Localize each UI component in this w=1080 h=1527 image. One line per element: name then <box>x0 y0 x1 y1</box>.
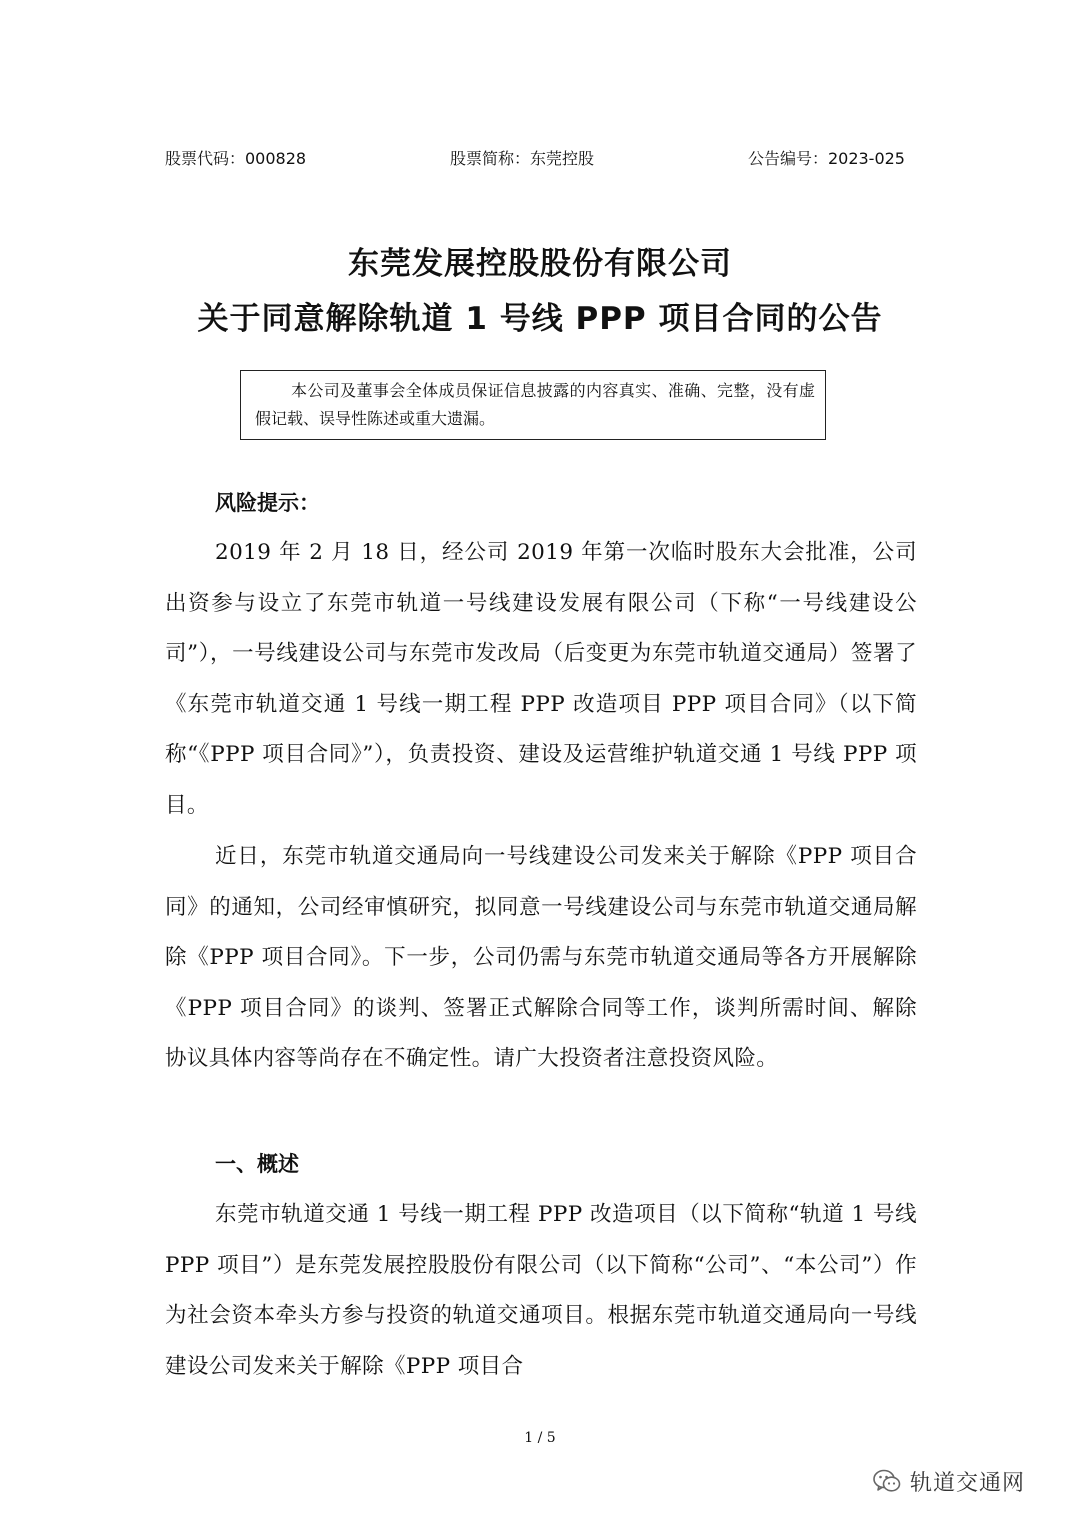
stock-name: 股票简称：东莞控股 <box>450 149 595 168</box>
overview-heading: 一、概述 <box>215 1152 299 1176</box>
risk-paragraph-2: 近日，东莞市轨道交通局向一号线建设公司发来关于解除《PPP 项目合同》的通知，公司经审慎研究，拟同意一号线建设公司与东莞市轨道交通局解除《PPP 项目合同》。下一步，公司仍需与东莞市轨道交通局等各方开展解除《PPP 项目合同》的谈判、签署正式解除合同等工作，谈判所需时间、解除协议具体内容等尚存在不确定性。请广大投资者注意投资风险。 <box>165 844 917 1072</box>
stock-code: 股票代码：000828 <box>165 149 307 168</box>
risk-paragraph-1: 2019 年 2 月 18 日，经公司 2019 年第一次临时股东大会批准，公司出资参与设立了东莞市轨道一号线建设发展有限公司（下称“一号线建设公司”），一号线建设公司与东莞市发改局（后变更为东莞市轨道交通局）签署了《东莞市轨道交通 1 号线一期工程 PPP 改造项目 PPP 项目合同》（以下简称“《PPP 项目合同》”），负责投资、建设及运营维护轨道交通 1 号线 PPP 项目。 <box>165 540 917 818</box>
announcement-title: 关于同意解除轨道 1 号线 PPP 项目合同的公告 <box>197 301 883 337</box>
disclosure-notice-box <box>240 370 826 440</box>
watermark-text: 轨道交通网 <box>910 1470 1026 1496</box>
wechat-icon <box>872 1466 902 1496</box>
disclosure-notice-text: 本公司及董事会全体成员保证信息披露的内容真实、准确、完整，没有虚假记载、误导性陈述或重大遗漏。 <box>255 381 815 428</box>
page-number: 1 / 5 <box>524 1430 556 1446</box>
announcement-number: 公告编号：2023-025 <box>747 149 905 168</box>
risk-heading: 风险提示： <box>215 491 320 515</box>
watermark <box>872 1464 1025 1498</box>
announcement-header <box>165 146 905 174</box>
overview-paragraph: 东莞市轨道交通 1 号线一期工程 PPP 改造项目（以下简称“轨道 1 号线 PPP 项目”）是东莞发展控股股份有限公司（以下简称“公司”、“本公司”）作为社会资本牵头方参与投资的轨道交通项目。根据东莞市轨道交通局向一号线建设公司发来关于解除《PPP 项目合 <box>165 1202 917 1379</box>
company-title: 东莞发展控股股份有限公司 <box>348 246 732 282</box>
